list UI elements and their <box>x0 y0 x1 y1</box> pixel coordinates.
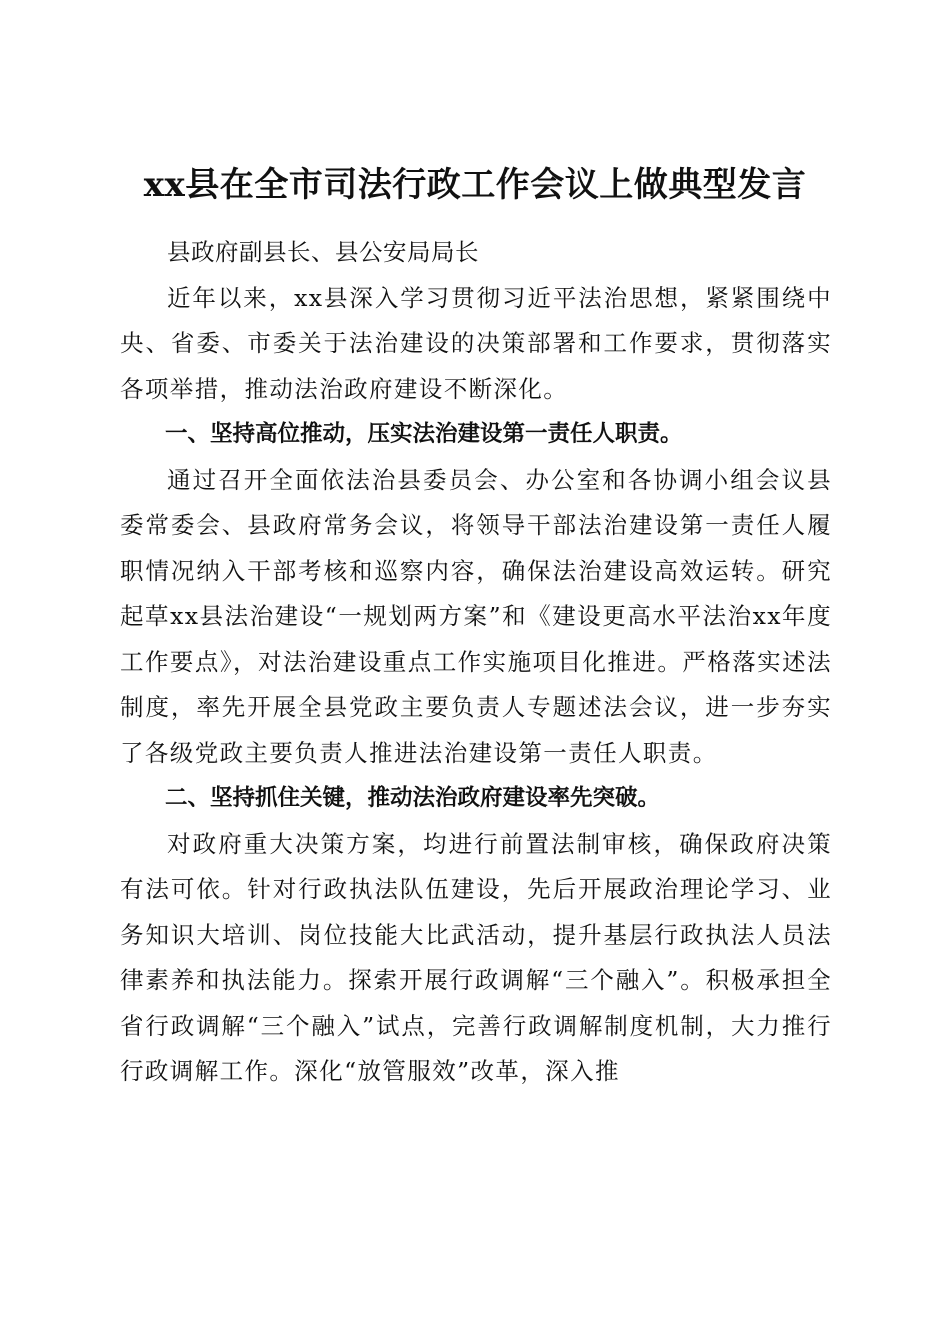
section-1-heading: 一、坚持高位推动，压实法治建设第一责任人职责。 <box>165 421 683 447</box>
section-1-paragraph: 通过召开全面依法治县委员会、办公室和各协调小组会议县委常委会、县政府常务会议，将领导干部法治建设第一责任人履职情况纳入干部考核和巡察内容，确保法治建设高效运转。研究起草xx县法治建设“一规划两方案”和《建设更高水平法治xx年度工作要点》，对法治建设重点工作实施项目化推进。严格落实述法制度，率先开展全县党政主要负责人专题述法会议，进一步夯实了各级党政主要负责人推进法治建设第一责任人职责。 <box>120 465 832 767</box>
document-body <box>120 230 832 1095</box>
section-2-paragraph: 对政府重大决策方案，均进行前置法制审核，确保政府决策有法可依。针对行政执法队伍建设，先后开展政治理论学习、业务知识大培训、岗位技能大比武活动，提升基层行政执法人员法律素养和执法能力。探索开展行政调解“三个融入”。积极承担全省行政调解“三个融入”试点，完善行政调解制度机制，大力推行行政调解工作。深化“放管服效”改革，深入推 <box>120 829 832 1085</box>
section-2-heading: 二、坚持抓住关键，推动法治政府建设率先突破。 <box>165 785 661 811</box>
author-line: 县政府副县长、县公安局局长 <box>167 238 479 266</box>
intro-paragraph: 近年以来，xx县深入学习贯彻习近平法治思想，紧紧围绕中央、省委、市委关于法治建设的决策部署和工作要求，贯彻落实各项举措，推动法治政府建设不断深化。 <box>120 283 832 403</box>
document-title: xx县在全市司法行政工作会议上做典型发言 <box>143 164 807 205</box>
